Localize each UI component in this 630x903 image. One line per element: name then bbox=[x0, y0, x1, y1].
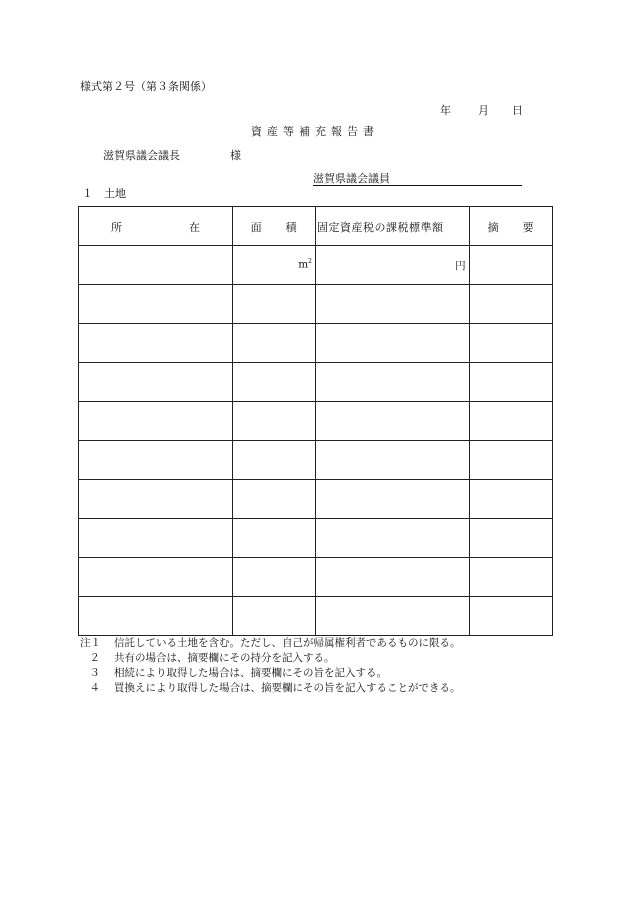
cell-location[interactable] bbox=[79, 285, 233, 324]
cell-assessed-value[interactable] bbox=[315, 597, 469, 636]
table-row bbox=[79, 480, 553, 519]
table-row bbox=[79, 519, 553, 558]
table-row bbox=[79, 363, 553, 402]
area-unit: $m^2$ bbox=[298, 258, 312, 271]
signer-label: 滋賀県議会議員 bbox=[313, 172, 390, 185]
header-area-right: 積 bbox=[285, 221, 297, 234]
cell-assessed-value[interactable] bbox=[315, 363, 469, 402]
table-row bbox=[79, 441, 553, 480]
date-day: 日 bbox=[512, 104, 523, 117]
cell-remarks[interactable] bbox=[469, 441, 552, 480]
cell-assessed-value[interactable] bbox=[315, 324, 469, 363]
header-area bbox=[232, 207, 315, 246]
section-label: 土地 bbox=[104, 187, 126, 200]
cell-remarks[interactable] bbox=[469, 402, 552, 441]
cell-area[interactable] bbox=[232, 402, 315, 441]
table-row bbox=[79, 285, 553, 324]
header-assessed-value-label: 固定資産税の課税標準額 bbox=[316, 221, 444, 234]
header-location-right: 在 bbox=[189, 221, 200, 234]
note-item: ４ 買換えにより取得した場合は、摘要欄にその旨を記入することができる。 bbox=[89, 682, 461, 694]
cell-assessed-value[interactable] bbox=[315, 246, 469, 285]
cell-remarks[interactable] bbox=[469, 597, 552, 636]
header-area-left: 面 bbox=[250, 221, 262, 234]
recipient-suffix: 様 bbox=[230, 149, 241, 162]
cell-location[interactable] bbox=[79, 480, 233, 519]
cell-remarks[interactable] bbox=[469, 285, 552, 324]
header-remarks-left: 摘 bbox=[487, 221, 499, 234]
table-header-row bbox=[79, 207, 553, 246]
cell-area[interactable] bbox=[232, 480, 315, 519]
cell-area[interactable] bbox=[232, 246, 315, 285]
section-heading bbox=[82, 187, 126, 201]
cell-location[interactable] bbox=[79, 597, 233, 636]
cell-assessed-value[interactable] bbox=[315, 480, 469, 519]
header-assessed-value bbox=[315, 207, 469, 246]
notes bbox=[80, 636, 461, 696]
table-row bbox=[79, 324, 553, 363]
cell-remarks[interactable] bbox=[469, 480, 552, 519]
note-item: 注１ 信託している土地を含む。ただし、自己が帰属権利者であるものに限る。 bbox=[80, 637, 461, 649]
cell-area[interactable] bbox=[232, 519, 315, 558]
header-location-left: 所 bbox=[111, 221, 122, 234]
table-row bbox=[79, 246, 553, 285]
cell-assessed-value[interactable] bbox=[315, 519, 469, 558]
cell-remarks[interactable] bbox=[469, 324, 552, 363]
cell-location[interactable] bbox=[79, 558, 233, 597]
cell-area[interactable] bbox=[232, 285, 315, 324]
cell-area[interactable] bbox=[232, 558, 315, 597]
cell-area[interactable] bbox=[232, 363, 315, 402]
recipient: 滋賀県議会議長 bbox=[103, 149, 180, 162]
note-item: ３ 相続により取得した場合は、摘要欄にその旨を記入する。 bbox=[89, 667, 387, 679]
cell-remarks[interactable] bbox=[469, 363, 552, 402]
cell-area[interactable] bbox=[232, 441, 315, 480]
table-row bbox=[79, 402, 553, 441]
cell-area[interactable] bbox=[232, 324, 315, 363]
date-year: 年 bbox=[440, 104, 451, 117]
note-item: ２ 共有の場合は、摘要欄にその持分を記入する。 bbox=[89, 652, 335, 664]
cell-location[interactable] bbox=[79, 402, 233, 441]
cell-assessed-value[interactable] bbox=[315, 558, 469, 597]
document-title: 資産等補充報告書 bbox=[251, 125, 379, 138]
section-number: １ bbox=[82, 187, 93, 200]
land-table bbox=[78, 206, 553, 636]
cell-remarks[interactable] bbox=[469, 558, 552, 597]
cell-location[interactable] bbox=[79, 441, 233, 480]
date-month: 月 bbox=[478, 104, 489, 117]
form-number: 様式第２号（第３条関係） bbox=[80, 80, 212, 93]
cell-location[interactable] bbox=[79, 246, 233, 285]
cell-assessed-value[interactable] bbox=[315, 285, 469, 324]
header-remarks bbox=[469, 207, 552, 246]
cell-location[interactable] bbox=[79, 324, 233, 363]
cell-location[interactable] bbox=[79, 519, 233, 558]
cell-area[interactable] bbox=[232, 597, 315, 636]
value-unit: 円 bbox=[455, 260, 466, 272]
header-remarks-right: 要 bbox=[522, 221, 534, 234]
header-location bbox=[79, 207, 233, 246]
cell-assessed-value[interactable] bbox=[315, 402, 469, 441]
cell-remarks[interactable] bbox=[469, 246, 552, 285]
cell-location[interactable] bbox=[79, 363, 233, 402]
signer-line[interactable] bbox=[313, 172, 522, 186]
cell-remarks[interactable] bbox=[469, 519, 552, 558]
table-row bbox=[79, 597, 553, 636]
cell-assessed-value[interactable] bbox=[315, 441, 469, 480]
table-row bbox=[79, 558, 553, 597]
